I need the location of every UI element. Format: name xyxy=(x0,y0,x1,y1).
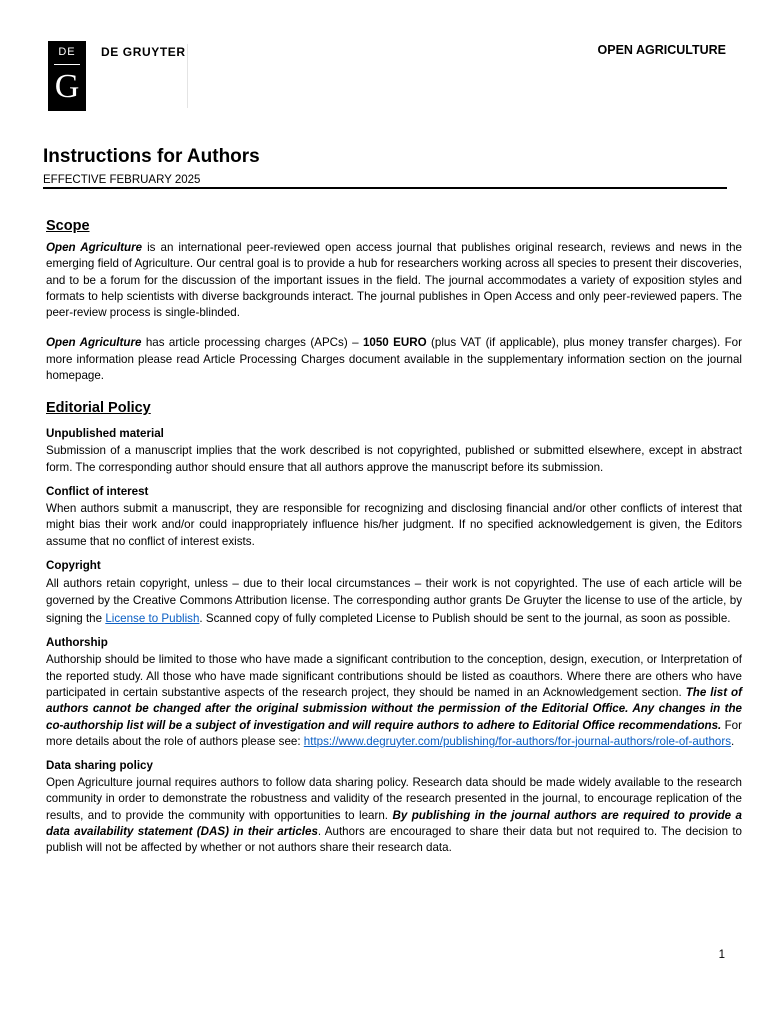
page-title: Instructions for Authors xyxy=(43,146,260,167)
brand-divider xyxy=(187,44,188,108)
copyright-paragraph xyxy=(46,575,742,628)
publisher-name: DE GRUYTER xyxy=(101,45,186,59)
unpublished-text: Submission of a manuscript implies that the work described is not copyrighted, published or submitted elsewhere, except in abstract form. The corresponding author should ensure that all authors approve the manuscript before its submission. xyxy=(46,444,742,474)
apc-price: 1050 EURO xyxy=(362,336,427,350)
scope-heading: Scope xyxy=(46,218,90,234)
conflict-heading: Conflict of interest xyxy=(46,484,149,498)
unpublished-heading: Unpublished material xyxy=(46,427,164,441)
title-rule xyxy=(43,187,727,189)
role-of-authors-link[interactable]: https://www.degruyter.com/publishing/for-authors/for-journal-authors/role-of-authors xyxy=(303,734,732,748)
data-sharing-paragraph xyxy=(46,775,742,856)
effective-date: EFFECTIVE FEBRUARY 2025 xyxy=(43,174,201,186)
authorship-heading: Authorship xyxy=(46,636,108,650)
copyright-heading: Copyright xyxy=(46,558,101,572)
document-body xyxy=(46,216,742,857)
editorial-heading: Editorial Policy xyxy=(46,400,151,417)
authorship-notice: The list of authors cannot be changed after the original submission without the permission of the Editorial Office. Any changes in the co-authorship list will be a subject of investigation and will require authors to adhere to Editorial Office recommendations. xyxy=(46,685,742,732)
journal-name: OPEN AGRICULTURE xyxy=(597,43,726,57)
apc-text: has article processing charges (APCs) – xyxy=(141,336,363,350)
authorship-paragraph xyxy=(46,652,742,750)
page-number: 1 xyxy=(718,949,725,961)
apc-text-2: (plus VAT (if applicable), plus money transfer charges). For more information please read Article Processing Charges document available in the supplementary information section on the journal homepage. xyxy=(46,336,742,383)
scope-paragraph-2 xyxy=(46,335,742,384)
scope-paragraph-1 xyxy=(46,240,742,321)
authorship-text-3: . xyxy=(731,734,735,748)
journal-name-inline: Open Agriculture xyxy=(46,336,142,350)
authorship-text-2: For more details about the role of authors please see: xyxy=(46,718,742,748)
data-sharing-heading: Data sharing policy xyxy=(46,759,153,773)
das-requirement: By publishing in the journal authors are required to provide a data availability statement (DAS) in their articles xyxy=(46,808,742,839)
logo-divider xyxy=(54,64,80,65)
journal-name-inline: Open Agriculture xyxy=(46,241,143,254)
data-sharing-text-2: . Authors are encouraged to share their data but not required to. The decision to publish will not be affected by whether or not authors share their research data. xyxy=(46,825,742,855)
logo-top-text: DE xyxy=(58,46,76,58)
authorship-text: Authorship should be limited to those who have made a significant contribution to the conception, design, execution, or Interpretation of the reported study. All those who have made significant contributions should be listed as coauthors. Where there are others who have participated in certain substantive aspects of the research project, they should be named in an Acknowledgement section. xyxy=(46,653,742,699)
de-gruyter-logo xyxy=(48,41,86,111)
scope-text-1: is an international peer-reviewed open access journal that publishes original research, reviews and news in the emerging field of Agriculture. Our central goal is to provide a hub for researchers working across all species to present their discoveries, and to be a forum for the discussion of the important issues in the field. The journal accommodates a variety of exposition styles and formats to help scientists with diverse backgrounds interact. The journal publishes in Open Access and only peer-reviewed papers. The peer-review process is single-blinded. xyxy=(46,241,742,320)
copyright-text: All authors retain copyright, unless – due to their local circumstances – their work is not copyrighted. The use of each article will be governed by the Creative Commons Attribution license. The corresponding author grants De Gruyter the license to use of the article, by signing the xyxy=(46,576,742,625)
logo-bottom-text: G xyxy=(54,68,80,105)
license-to-publish-link[interactable]: License to Publish xyxy=(105,611,200,625)
data-sharing-text: Open Agriculture journal requires authors to follow data sharing policy. Research data should be made widely available to the research community in order to demonstrate the robustness and validity of the research presented in the journal, to encourage replication of the results, and to provide the community with opportunities to learn. xyxy=(46,776,742,822)
copyright-text-2: . Scanned copy of fully completed License to Publish should be sent to the journal, as soon as possible. xyxy=(199,611,731,625)
conflict-text: When authors submit a manuscript, they are responsible for recognizing and disclosing financial and/or other conflicts of interest that might bias their work and/or could inappropriately influence his/her judgment. If no specified acknowledgement is given, the Editors assume that no conflict of interest exists. xyxy=(46,501,742,548)
